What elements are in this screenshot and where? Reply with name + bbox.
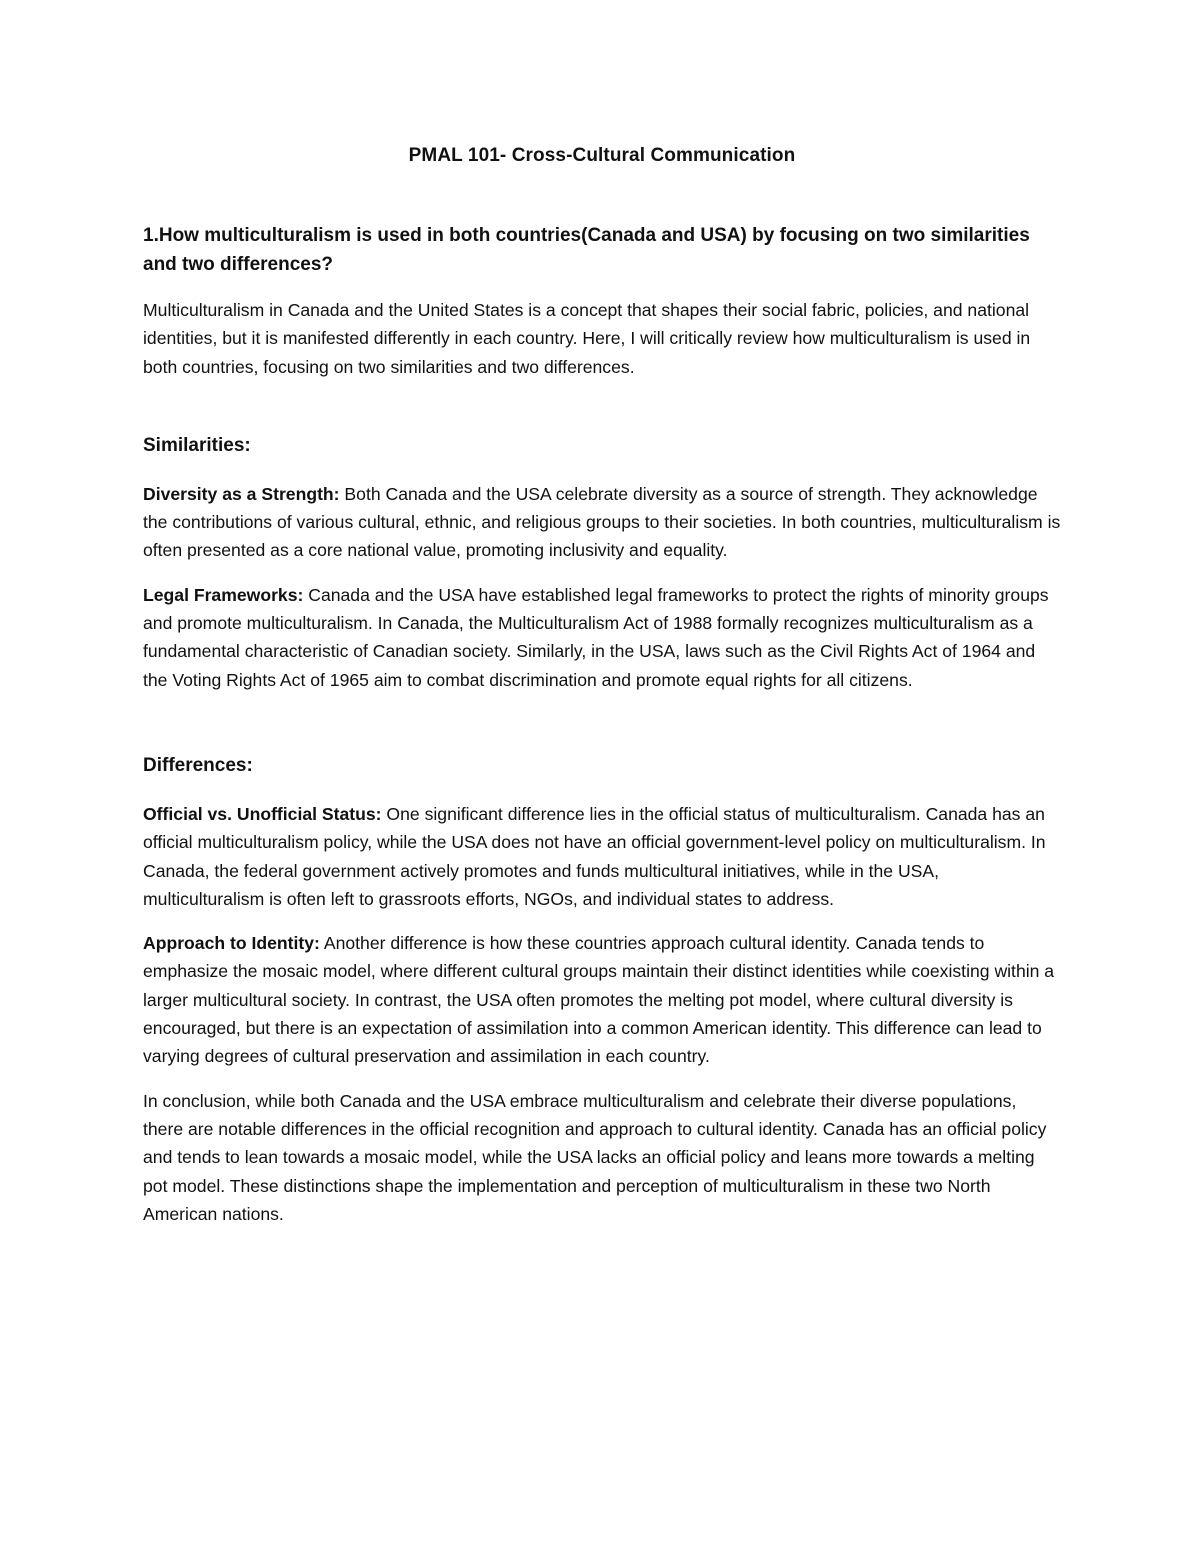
difference-item-status (143, 800, 1061, 913)
similarities-heading: Similarities: (143, 434, 251, 456)
similarity-item-legal (143, 581, 1061, 694)
similarity-text: Canada and the USA have established legal frameworks to protect the rights of minority groups and promote multiculturalism. In Canada, the Multiculturalism Act of 1988 formally recognizes multiculturalism as a fundamental characteristic of Canadian society. Similarly, in the USA, laws such as the Civil Rights Act of 1964 and the Voting Rights Act of 1965 aim to combat discrimination and promote equal rights for all citizens. (143, 584, 1049, 690)
similarity-term: Diversity as a Strength: (143, 483, 340, 504)
document-content (143, 142, 1061, 1228)
difference-text: Another difference is how these countries approach cultural identity. Canada tends to emphasize the mosaic model, where different cultural groups maintain their distinct identities while coexisting within a larger multicultural society. In contrast, the USA often promotes the melting pot model, where cultural diversity is encouraged, but there is an expectation of assimilation into a common American identity. This difference can lead to varying degrees of cultural preservation and assimilation in each country. (143, 933, 1055, 1067)
difference-item-identity (143, 929, 1061, 1070)
document-title: PMAL 101- Cross-Cultural Communication (408, 145, 796, 166)
conclusion-paragraph: In conclusion, while both Canada and the USA embrace multiculturalism and celebrate their diverse populations, there are notable differences in the official recognition and approach to cultural identity. Canada has an official policy and tends to lean towards a mosaic model, while the USA lacks an official policy and leans more towards a melting pot model. These distinctions shape the implementation and perception of multiculturalism in these two North American nations. (143, 1090, 1047, 1224)
question-heading: 1.How multiculturalism is used in both countries(Canada and USA) by focusing on two similarities and two differences? (143, 225, 1030, 275)
difference-term: Approach to Identity: (143, 933, 320, 954)
similarity-term: Legal Frameworks: (143, 584, 304, 605)
intro-paragraph: Multiculturalism in Canada and the United States is a concept that shapes their social fabric, policies, and national identities, but it is manifested differently in each country. Here, I will critically review how multiculturalism is used in both countries, focusing on two similarities and two differences. (143, 300, 1031, 377)
similarity-item-diversity (143, 480, 1061, 565)
difference-term: Official vs. Unofficial Status: (143, 803, 382, 824)
similarity-text: Both Canada and the USA celebrate diversity as a source of strength. They acknowledge the contributions of various cultural, ethnic, and religious groups to their societies. In both countries, multiculturalism is often presented as a core national value, promoting inclusivity and equality. (143, 483, 1061, 561)
difference-text: One significant difference lies in the official status of multiculturalism. Canada has an official multiculturalism policy, while the USA does not have an official government-level policy on multiculturalism. In Canada, the federal government actively promotes and funds multicultural initiatives, while in the USA, multiculturalism is often left to grassroots efforts, NGOs, and individual states to address. (143, 803, 1046, 909)
differences-heading: Differences: (143, 754, 253, 776)
